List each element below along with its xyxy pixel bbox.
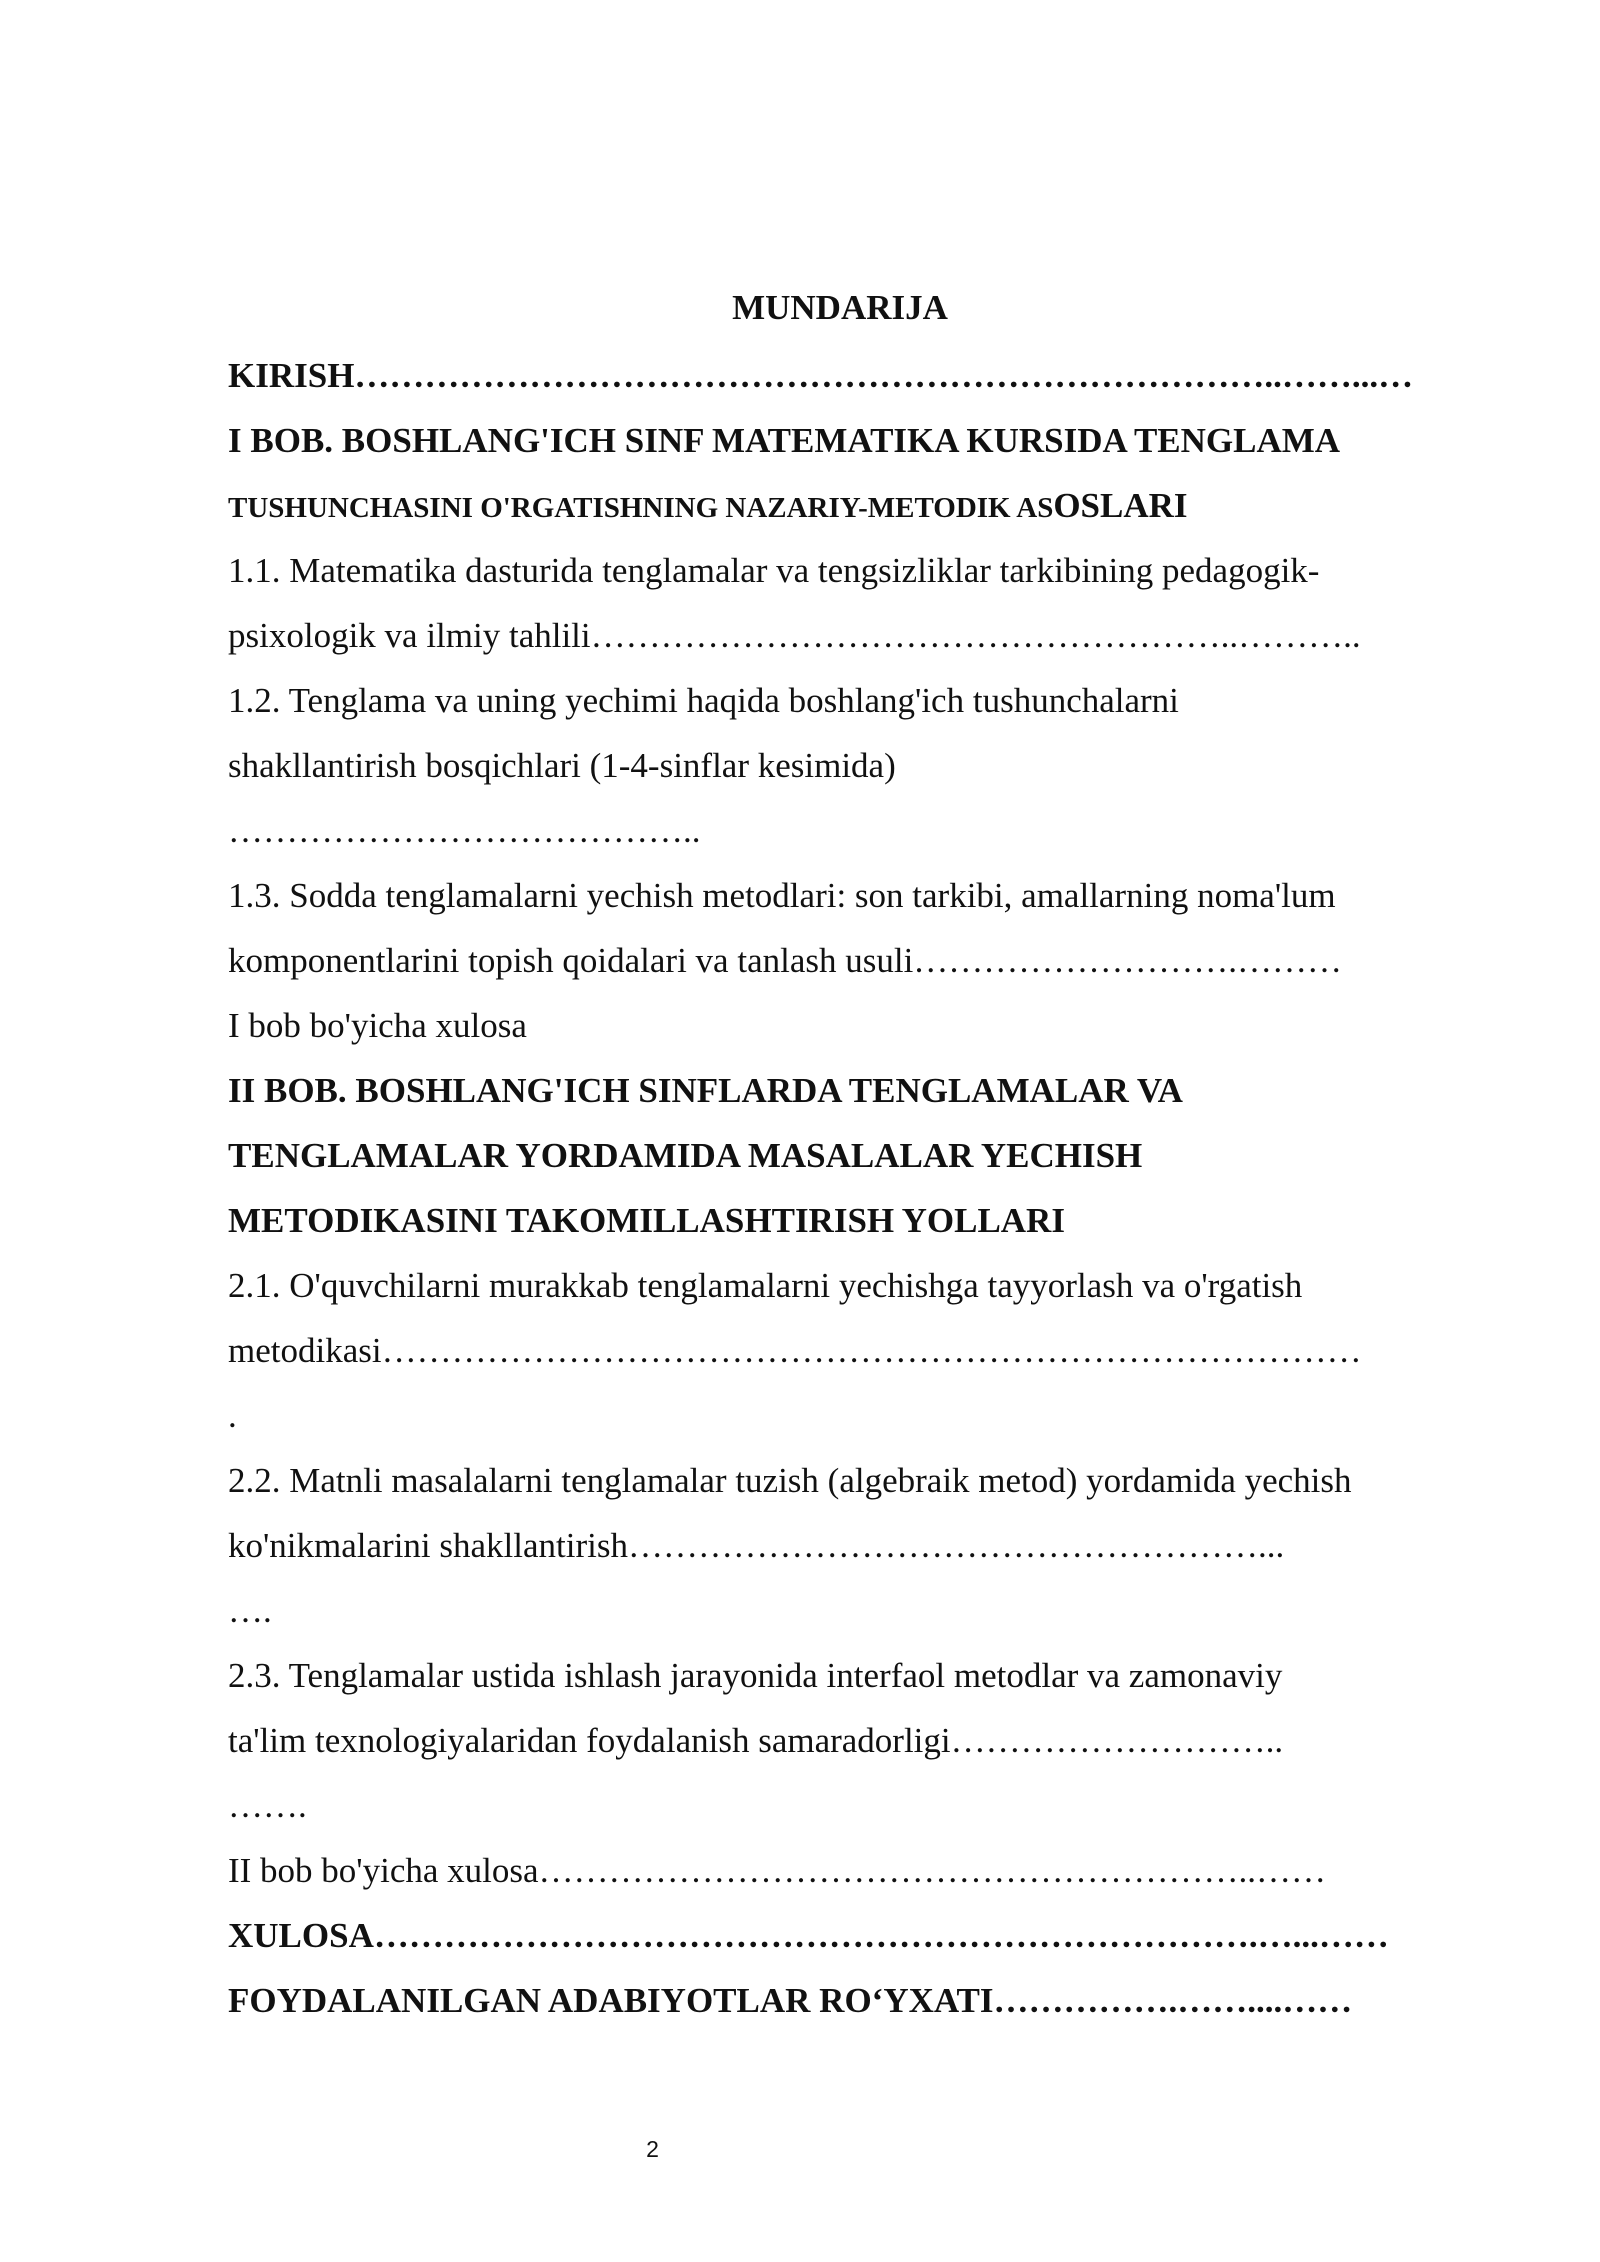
toc-entry-2-1-cont: metodikasi………………………………………………………………………… xyxy=(228,1331,1362,1370)
toc-entry-1-3: 1.3. Sodda tenglamalarni yechish metodlari: son tarkibi, amallarning noma'lum xyxy=(228,876,1336,915)
toc-entry-2-2-cont: ko'nikmalarini shakllantirish………………………………………………... xyxy=(228,1526,1285,1565)
toc-entry-xulosa: XULOSA………………………………………………………………….…...…… xyxy=(228,1916,1389,1955)
toc-entry-1-2: 1.2. Tenglama va uning yechimi haqida boshlang'ich tushunchalarni xyxy=(228,681,1179,720)
toc-entry-2-3-leader: ……. xyxy=(228,1786,307,1825)
page-title: MUNDARIJA xyxy=(732,288,948,327)
toc-entry-2-3: 2.3. Tenglamalar ustida ishlash jarayonida interfaol metodlar va zamonaviy xyxy=(228,1656,1283,1695)
toc-entry-2-2: 2.2. Matnli masalalarni tenglamalar tuzish (algebraik metod) yordamida yechish xyxy=(228,1461,1352,1500)
toc-chapter-1-heading-cont xyxy=(228,473,1450,538)
toc-entry-1-1: 1.1. Matematika dasturida tenglamalar va tengsizliklar tarkibining pedagogik- xyxy=(228,551,1320,590)
toc-entry-references: FOYDALANILGAN ADABIYOTLAR RO‘YXATI…………….……....…… xyxy=(228,1981,1353,2020)
toc-entry-2-1: 2.1. O'quvchilarni murakkab tenglamalarni yechishga tayyorlash va o'rgatish xyxy=(228,1266,1303,1305)
toc-entry-chapter-2-summary: II bob bo'yicha xulosa……………………………………………………..…… xyxy=(228,1851,1327,1890)
toc-entry-1-1-cont: psixologik va ilmiy tahlili………………………………………………..……….. xyxy=(228,616,1361,655)
toc-chapter-2-heading: II BOB. BOSHLANG'ICH SINFLARDA TENGLAMALAR VA xyxy=(228,1071,1183,1110)
toc-entry-chapter-1-summary: I bob bo'yicha xulosa xyxy=(228,1006,527,1045)
table-of-contents xyxy=(228,343,1450,2033)
toc-entry-1-2-cont: shakllantirish bosqichlari (1-4-sinflar kesimida) xyxy=(228,746,896,785)
toc-entry-2-1-leader: . xyxy=(228,1396,237,1435)
toc-entry-2-2-leader: …. xyxy=(228,1591,272,1630)
toc-chapter-2-heading-cont-2: METODIKASINI TAKOMILLASHTIRISH YOLLARI xyxy=(228,1201,1065,1240)
toc-chapter-1-heading: I BOB. BOSHLANG'ICH SINF MATEMATIKA KURSIDA TENGLAMA xyxy=(228,421,1341,460)
toc-chapter-1-heading-part-b: OSLARI xyxy=(1053,486,1188,525)
toc-entry-1-2-leader: ………………………………….. xyxy=(228,811,701,850)
toc-chapter-1-heading-part-a: TUSHUNCHASINI O'RGATISHNING NAZARIY-METODIK AS xyxy=(228,492,1054,524)
toc-entry-kirish: KIRISH……………………………………………………………………..……...… xyxy=(228,356,1414,395)
page-number: 2 xyxy=(646,2136,659,2162)
toc-entry-2-3-cont: ta'lim texnologiyalaridan foydalanish samaradorligi……………………….. xyxy=(228,1721,1284,1760)
toc-entry-1-3-cont: komponentlarini topish qoidalari va tanlash usuli……………………….……… xyxy=(228,941,1343,980)
toc-chapter-2-heading-cont-1: TENGLAMALAR YORDAMIDA MASALALAR YECHISH xyxy=(228,1136,1143,1175)
